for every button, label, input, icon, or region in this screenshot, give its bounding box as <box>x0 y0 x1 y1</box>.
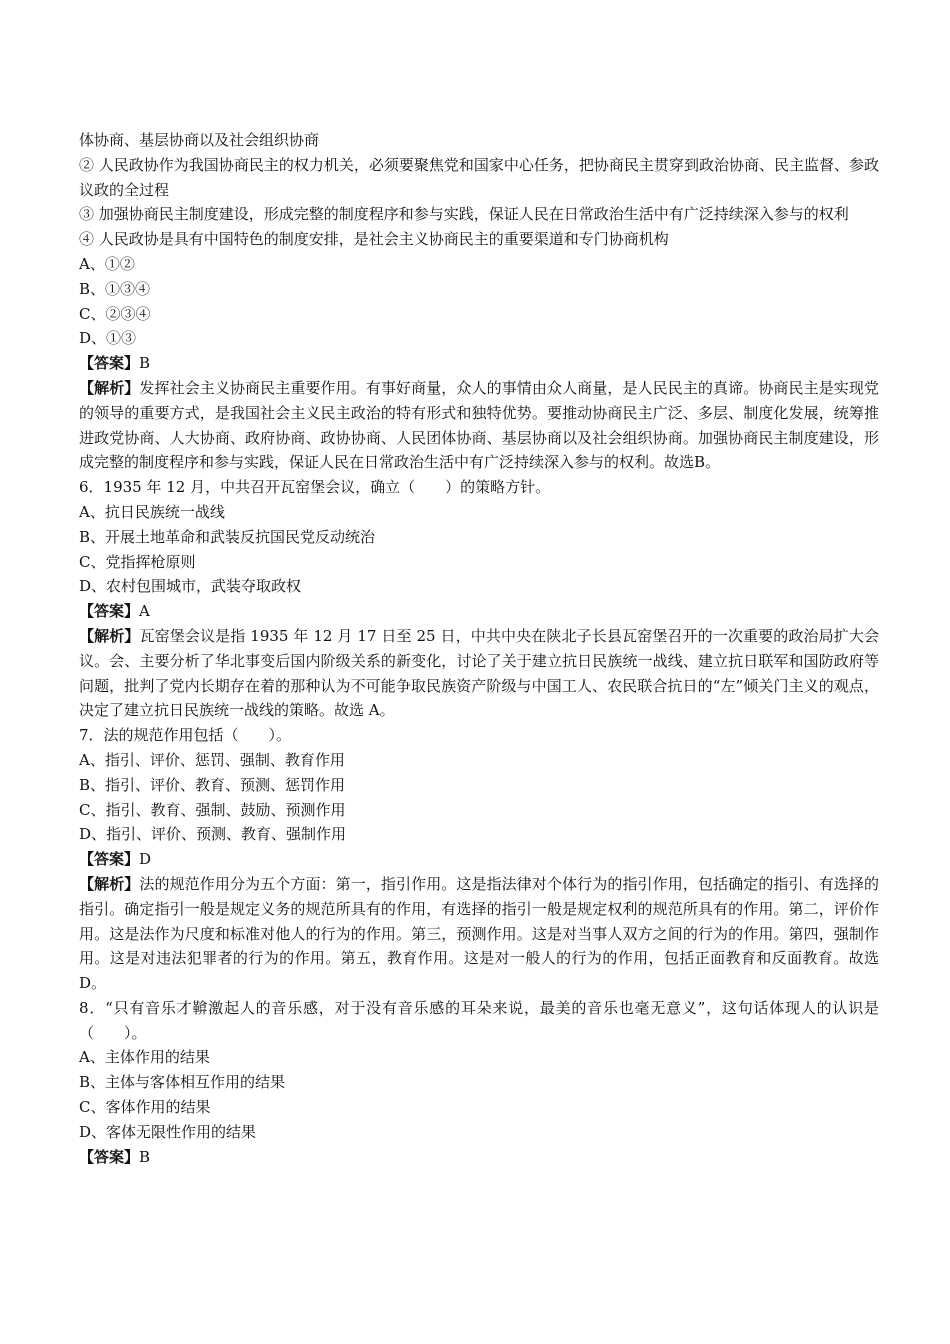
analysis-text: 发挥社会主义协商民主重要作用。有事好商量，众人的事情由众人商量，是人民民主的真谛。协商民主是实现党的领导的重要方式，是我国社会主义民主政治的特有形式和独特优势。要推动协商民主广泛、多层、制度化发展，统筹推进政党协商、人大协商、政府协商、政协协商、人民团体协商、基层协商以及社会组织协商。加强协商民主制度建设，形成完整的制度程序和参与实践，保证人民在日常政治生活中有广泛持续深入参与的权利。故选B。 <box>79 378 879 472</box>
analysis-text: 瓦窑堡会议是指 1935 年 12 月 17 日至 25 日，中共中央在陕北子长县瓦窑堡召开的一次重要的政治局扩大会议。会、主要分析了华北事变后国内阶级关系的新变化，讨论了关于建立抗日民族统一战线、建立抗日联军和国防政府等问题，批判了党内长期存在着的那种认为不可能争取民族资产阶级与中国工人、农民联合抗日的“左”倾关门主义的观点，决定了建立抗日民族统一战线的策略。故选 A。 <box>79 626 879 720</box>
option-b: B、①③④ <box>79 279 151 298</box>
question-5-continued <box>79 128 879 475</box>
answer-line <box>79 847 879 872</box>
answer-value: B <box>139 354 151 373</box>
option-d: D、①③ <box>79 329 137 348</box>
option-b: B、指引、评价、教育、预测、惩罚作用 <box>79 775 346 794</box>
option-c: C、②③④ <box>79 304 151 323</box>
question-stem: 7．法的规范作用包括（ ）。 <box>79 726 292 745</box>
option-a: A、主体作用的结果 <box>79 1048 210 1067</box>
option-d: D、客体无限性作用的结果 <box>79 1122 257 1141</box>
option-a: A、抗日民族统一战线 <box>79 502 225 521</box>
statement-4: ④ 人民政协是具有中国特色的制度安排，是社会主义协商民主的重要渠道和专门协商机构 <box>79 230 669 249</box>
option-c: C、客体作用的结果 <box>79 1098 211 1117</box>
analysis <box>79 872 879 996</box>
option-b: B、开展土地革命和武装反抗国民党反动统治 <box>79 527 376 546</box>
option-a: A、①② <box>79 254 135 273</box>
question-stem: 6．1935 年 12 月，中共召开瓦窑堡会议，确立（ ）的策略方针。 <box>79 478 551 497</box>
answer-tag: 【答案】 <box>79 850 140 869</box>
question-stem: 8．“只有音乐才鞥激起人的音乐感，对于没有音乐感的耳朵来说，最美的音乐也毫无意义”，这句话体现人的认识是（ ）。 <box>79 998 879 1042</box>
answer-value: D <box>139 850 152 869</box>
question-8 <box>79 996 879 1170</box>
option-b: B、主体与客体相互作用的结果 <box>79 1073 286 1092</box>
answer-line <box>79 351 879 376</box>
option-d: D、农村包围城市，武装夺取政权 <box>79 577 302 596</box>
option-a: A、指引、评价、惩罚、强制、教育作用 <box>79 750 345 769</box>
answer-value: B <box>139 1147 151 1166</box>
option-d: D、指引、评价、预测、教育、强制作用 <box>79 825 347 844</box>
question-6 <box>79 475 879 723</box>
exam-page <box>79 128 879 1169</box>
answer-line <box>79 1145 879 1170</box>
analysis <box>79 624 879 723</box>
option-c: C、指引、教育、强制、鼓励、预测作用 <box>79 800 346 819</box>
answer-line <box>79 599 879 624</box>
analysis <box>79 376 879 475</box>
option-c: C、党指挥枪原则 <box>79 552 196 571</box>
statement-2: ② 人民政协作为我国协商民主的权力机关，必须要聚焦党和国家中心任务，把协商民主贯穿到政治协商、民主监督、参政议政的全过程 <box>79 155 879 199</box>
statement-1-continuation: 体协商、基层协商以及社会组织协商 <box>79 131 320 149</box>
answer-tag: 【答案】 <box>79 602 140 621</box>
answer-tag: 【答案】 <box>79 354 140 373</box>
analysis-tag: 【解析】 <box>79 874 140 893</box>
analysis-text: 法的规范作用分为五个方面：第一，指引作用。这是指法律对个体行为的指引作用，包括确定的指引、有选择的指引。确定指引一般是规定义务的规范所具有的作用，有选择的指引一般是规定权利的规范所具有的作用。第二，评价作用。这是法作为尺度和标准对他人的行为的作用。第三，预测作用。这是对当事人双方之间的行为的作用。第四，强制作用。这是对违法犯罪者的行为的作用。第五，教育作用。这是对一般人的行为的作用，包括正面教育和反面教育。故选 D。 <box>79 874 879 993</box>
answer-tag: 【答案】 <box>79 1147 140 1166</box>
question-7 <box>79 723 879 996</box>
analysis-tag: 【解析】 <box>79 626 140 645</box>
statement-3: ③ 加强协商民主制度建设，形成完整的制度程序和参与实践，保证人民在日常政治生活中有广泛持续深入参与的权利 <box>79 205 849 224</box>
analysis-tag: 【解析】 <box>79 378 140 397</box>
answer-value: A <box>139 602 150 621</box>
